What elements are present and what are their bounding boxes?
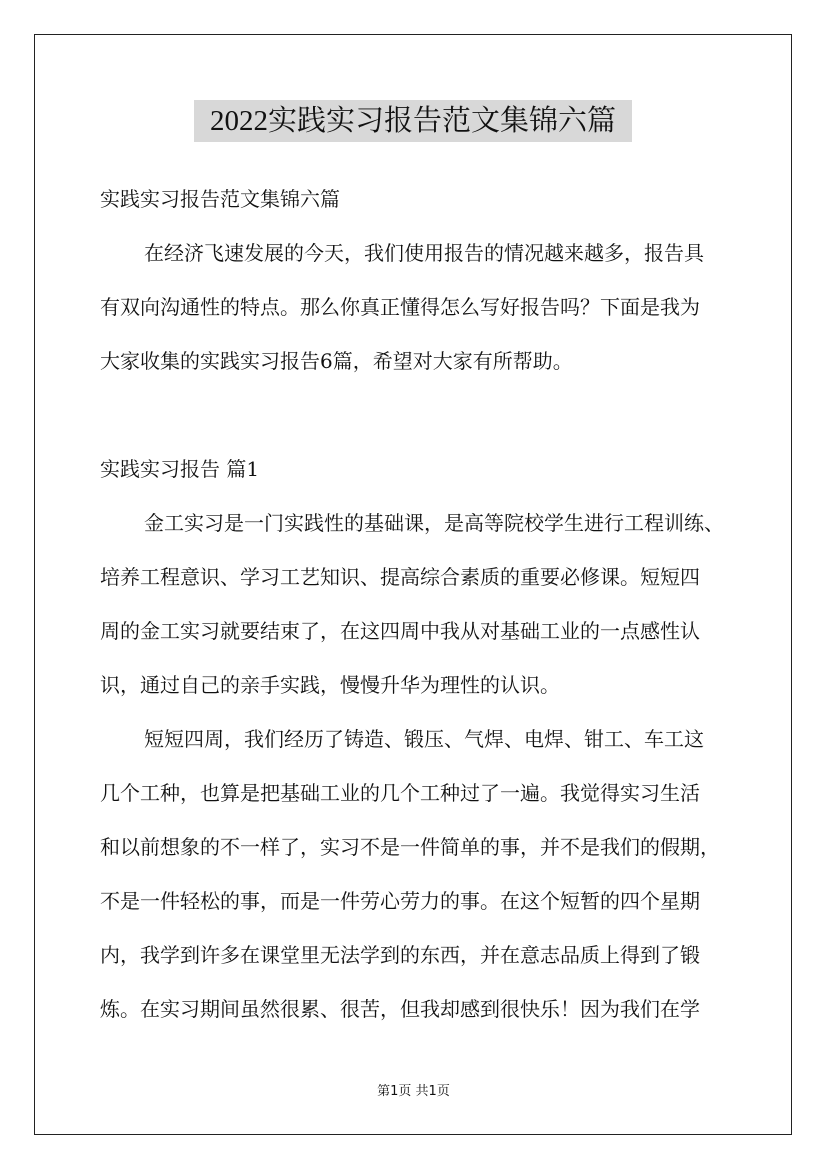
intro-line-2: 有双向沟通性的特点。那么你真正懂得怎么写好报告吗？下面是我为 [100, 295, 700, 319]
document-subtitle: 实践实习报告范文集锦六篇 [100, 187, 340, 211]
paragraph2-line-2: 几个工种，也算是把基础工业的几个工种过了一遍。我觉得实习生活 [100, 781, 700, 805]
paragraph2-line-6: 炼。在实习期间虽然很累、很苦，但我却感到很快乐！因为我们在学 [100, 997, 700, 1021]
section-heading: 实践实习报告 篇1 [100, 457, 260, 481]
paragraph1-line-3: 周的金工实习就要结束了，在这四周中我从对基础工业的一点感性认 [100, 619, 700, 643]
document-title: 2022实践实习报告范文集锦六篇 [194, 100, 632, 142]
intro-line-3: 大家收集的实践实习报告6篇，希望对大家有所帮助。 [100, 349, 573, 373]
paragraph1-line-4: 识，通过自己的亲手实践，慢慢升华为理性的认识。 [100, 673, 560, 697]
paragraph2-line-1: 短短四周，我们经历了铸造、锻压、气焊、电焊、钳工、车工这 [144, 727, 704, 751]
paragraph1-line-1: 金工实习是一门实践性的基础课，是高等院校学生进行工程训练、 [144, 511, 724, 535]
paragraph2-line-3: 和以前想象的不一样了，实习不是一件简单的事，并不是我们的假期， [100, 835, 720, 859]
page-footer: 第1页 共1页 [377, 1084, 450, 1099]
paragraph-spacer [100, 388, 740, 442]
document-body [100, 172, 740, 1036]
paragraph2-line-5: 内，我学到许多在课堂里无法学到的东西，并在意志品质上得到了锻 [100, 943, 700, 967]
paragraph2-line-4: 不是一件轻松的事，而是一件劳心劳力的事。在这个短暂的四个星期 [100, 889, 700, 913]
paragraph1-line-2: 培养工程意识、学习工艺知识、提高综合素质的重要必修课。短短四 [100, 565, 700, 589]
intro-line-1: 在经济飞速发展的今天，我们使用报告的情况越来越多，报告具 [144, 241, 704, 265]
